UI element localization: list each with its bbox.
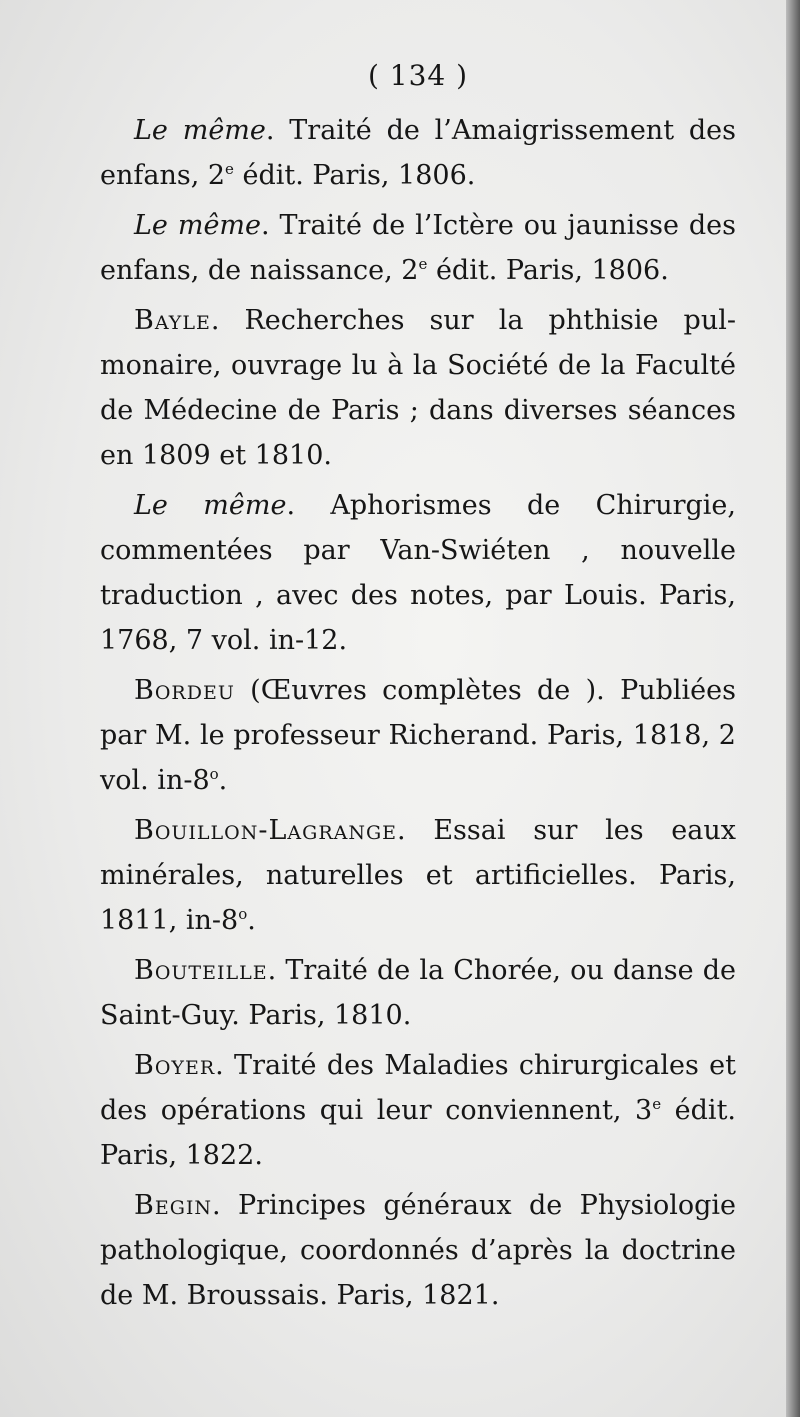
entry-author: Begin [134,1190,213,1221]
bibliography-entry [100,668,736,803]
entry-text-end: édit. Paris, 1806. [427,255,669,286]
entry-text-end: . [247,905,256,936]
entry-author: Bouteille [134,955,268,986]
entry-author: Le même [134,490,287,521]
entry-text: . Principes généraux de Physiologie pathologique, coordonnés d’après la doctrine de M. Broussais. Paris, 1821. [100,1190,736,1311]
bibliography-entry [100,1043,736,1178]
entry-text-end: édit. Paris, 1806. [233,160,476,191]
entry-author: Le même [134,115,266,146]
entry-superscript: o [238,905,248,923]
entry-author: Bayle [134,305,211,336]
entry-author: Bordeu [134,675,235,706]
entry-text: . Traité des Maladies chirurgicales et des opérations qui leur conviennent, 3 [100,1050,736,1126]
entry-superscript: e [225,160,234,178]
entry-superscript: e [418,255,428,273]
entry-text: . Traité de l’Amaigrissement des enfans, 2 [100,115,736,191]
page-text-block [100,50,736,1323]
entry-superscript: e [652,1095,662,1113]
entry-text: . Traité de l’Ictère ou jaunisse des enfans, de naissance, 2 [100,210,737,286]
entry-text-end: édit. Paris, 1822. [100,1095,736,1171]
entry-author: Bouillon-Lagrange [134,815,398,846]
entry-author: Le même [134,210,262,241]
entry-author: Boyer [134,1050,216,1081]
page-number: ( 134 ) [367,59,469,92]
entry-text-end: . [218,765,228,796]
entry-text: . Essai sur les eaux minérales, naturelles et artificielles. Paris, 1811, in-8 [100,815,736,936]
bibliography-entry [100,1183,736,1318]
bibliography-entry [100,948,736,1038]
entry-text: . Traité de la Chorée, ou danse de Saint-Guy. Paris, 1810. [100,955,736,1031]
page-edge-shadow [786,0,800,1417]
entry-text: . Recherches sur la phthisie pulmonaire, ouvrage lu à la Société de la Faculté de Médecine de Paris ; dans diverses séances en 1809 et 1810. [100,305,736,471]
entry-text: (Œuvres complètes de ). Publiées par M. le professeur Richerand. Paris, 1818, 2 vol. in-8 [100,675,736,796]
entry-text: . Aphorismes de Chirurgie, commentées par Van-Swiéten , nouvelle traduction , avec des notes, par Louis. Paris, 1768, 7 vol. in-12. [100,490,736,656]
bibliography-entry [100,483,736,663]
bibliography-entry [100,808,736,943]
bibliography-entry [100,108,736,198]
bibliography-entry [100,203,736,293]
bibliography-entry [100,298,736,478]
entry-superscript: o [209,765,219,783]
